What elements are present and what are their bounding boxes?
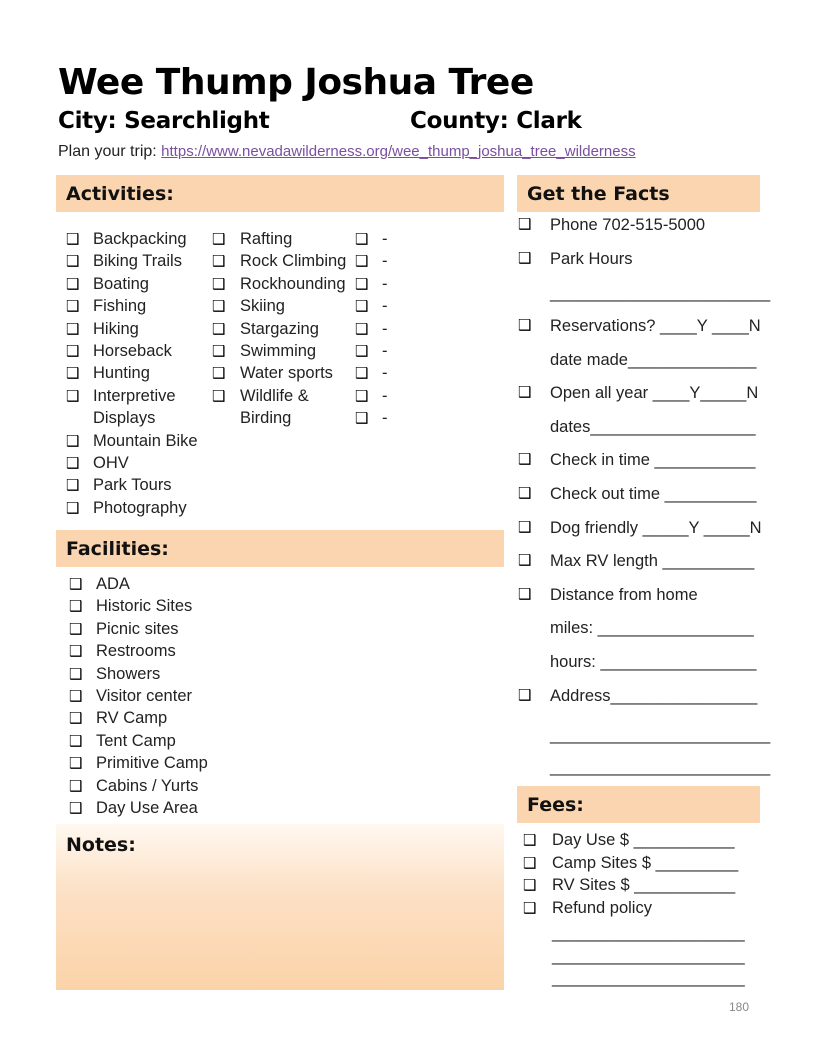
checkbox-icon[interactable]: ❑	[69, 664, 83, 683]
checkbox-icon[interactable]: ❑	[66, 386, 80, 405]
activity-blank-item: -	[382, 230, 388, 248]
checkbox-icon[interactable]: ❑	[69, 575, 83, 593]
facility-item: Showers	[96, 664, 161, 683]
checkbox-icon[interactable]: ❑	[518, 450, 532, 468]
fact-max-rv: Max RV length __________	[550, 552, 755, 570]
notes-header: Notes:	[66, 834, 136, 856]
checkbox-icon[interactable]: ❑	[355, 230, 369, 248]
checkbox-icon[interactable]: ❑	[66, 498, 80, 517]
activity-item: Fishing	[93, 297, 147, 316]
activity-item: Boating	[93, 274, 149, 293]
activity-item: Rock Climbing	[240, 252, 347, 271]
checkbox-icon[interactable]: ❑	[523, 876, 537, 894]
plan-trip-link[interactable]: https://www.nevadawilderness.org/wee_thump_joshua_tree_wilderness	[161, 143, 636, 160]
activity-blank-item: -	[382, 364, 388, 383]
fact-check-out: Check out time __________	[550, 485, 757, 503]
checkbox-icon[interactable]: ❑	[212, 252, 226, 271]
plan-trip-label: Plan your trip:	[58, 143, 157, 160]
checkbox-icon[interactable]: ❑	[518, 215, 532, 233]
facts-header: Get the Facts	[517, 175, 760, 212]
activity-item: Swimming	[240, 342, 317, 360]
checkbox-icon[interactable]: ❑	[518, 383, 532, 401]
checkbox-icon[interactable]: ❑	[355, 386, 369, 405]
checkbox-icon[interactable]: ❑	[523, 831, 537, 849]
fee-rv-sites: RV Sites $ ___________	[552, 876, 736, 894]
facility-item: ADA	[96, 575, 130, 593]
checkbox-icon[interactable]: ❑	[69, 687, 83, 705]
checkbox-icon[interactable]: ❑	[69, 776, 83, 795]
checkbox-icon[interactable]: ❑	[69, 799, 83, 817]
activity-item: Backpacking	[93, 230, 187, 248]
facility-item: Historic Sites	[96, 597, 193, 616]
fact-open-all-year: Open all year ____Y_____N	[550, 384, 759, 402]
fact-dates: dates__________________	[550, 418, 756, 436]
fee-refund-line-2: _____________________	[552, 947, 745, 965]
fact-reservations: Reservations? ____Y ____N	[550, 317, 761, 335]
activity-blank-item: -	[382, 386, 388, 405]
checkbox-icon[interactable]: ❑	[355, 364, 369, 383]
facility-item: Cabins / Yurts	[96, 776, 199, 795]
checkbox-icon[interactable]: ❑	[69, 642, 83, 661]
facility-item: Day Use Area	[96, 799, 198, 817]
checkbox-icon[interactable]: ❑	[69, 731, 83, 750]
checkbox-icon[interactable]: ❑	[212, 319, 226, 338]
checkbox-icon[interactable]: ❑	[523, 899, 537, 917]
activity-blank-item: -	[382, 297, 388, 316]
facility-item: Tent Camp	[96, 731, 176, 750]
checkbox-icon[interactable]: ❑	[66, 274, 80, 293]
checkbox-icon[interactable]: ❑	[355, 297, 369, 316]
activity-blank-item: -	[382, 342, 388, 360]
activity-item: OHV	[93, 454, 129, 472]
checkbox-icon[interactable]: ❑	[212, 386, 226, 405]
fact-distance: Distance from home	[550, 586, 698, 604]
facility-item: Restrooms	[96, 642, 176, 661]
activity-item: Rafting	[240, 230, 293, 248]
checkbox-icon[interactable]: ❑	[212, 364, 226, 383]
checkbox-icon[interactable]: ❑	[69, 619, 83, 638]
fact-hours: hours: _________________	[550, 653, 757, 671]
checkbox-icon[interactable]: ❑	[66, 476, 80, 495]
checkbox-icon[interactable]: ❑	[518, 686, 532, 704]
checkbox-icon[interactable]: ❑	[518, 249, 532, 267]
checkbox-icon[interactable]: ❑	[66, 431, 80, 450]
checkbox-icon[interactable]: ❑	[355, 319, 369, 338]
fact-park-hours: Park Hours	[550, 250, 633, 268]
checkbox-icon[interactable]: ❑	[69, 709, 83, 728]
checkbox-icon[interactable]: ❑	[355, 342, 369, 360]
page-title: Wee Thump Joshua Tree	[58, 62, 534, 103]
fact-dog-friendly: Dog friendly _____Y _____N	[550, 519, 762, 537]
checkbox-icon[interactable]: ❑	[518, 484, 532, 502]
fact-park-hours-line: ________________________	[550, 284, 771, 302]
fact-phone: Phone 702-515-5000	[550, 216, 706, 234]
activity-item: Stargazing	[240, 319, 319, 338]
fee-refund-policy: Refund policy	[552, 899, 652, 917]
activity-item: Interpretive	[93, 386, 176, 405]
checkbox-icon[interactable]: ❑	[66, 454, 80, 472]
fact-address: Address________________	[550, 687, 758, 705]
checkbox-icon[interactable]: ❑	[518, 551, 532, 569]
fact-address-line-1: ________________________	[550, 726, 771, 744]
checkbox-icon[interactable]: ❑	[66, 252, 80, 271]
checkbox-icon[interactable]: ❑	[518, 316, 532, 334]
checkbox-icon[interactable]: ❑	[212, 274, 226, 293]
activity-blank-item: -	[382, 319, 388, 338]
checkbox-icon[interactable]: ❑	[66, 297, 80, 316]
activity-item: Park Tours	[93, 476, 172, 495]
checkbox-icon[interactable]: ❑	[355, 274, 369, 293]
fact-miles: miles: _________________	[550, 619, 754, 637]
fact-check-in: Check in time ___________	[550, 451, 756, 469]
fee-refund-line-1: _____________________	[552, 924, 745, 942]
fact-address-line-2: ________________________	[550, 758, 771, 776]
fee-refund-line-3: _____________________	[552, 969, 745, 987]
checkbox-icon[interactable]: ❑	[355, 409, 369, 428]
activity-item: Hunting	[93, 364, 150, 383]
checkbox-icon[interactable]: ❑	[212, 230, 226, 248]
activity-item: Hiking	[93, 319, 139, 338]
facilities-header: Facilities:	[56, 530, 504, 567]
plan-trip-line	[58, 143, 636, 161]
fee-camp-sites: Camp Sites $ _________	[552, 854, 739, 872]
activity-blank-item: -	[382, 274, 388, 293]
checkbox-icon[interactable]: ❑	[66, 364, 80, 383]
facility-item: Visitor center	[96, 687, 192, 705]
checkbox-icon[interactable]: ❑	[212, 342, 226, 360]
activity-item: Birding	[240, 409, 292, 428]
facility-item: RV Camp	[96, 709, 168, 728]
notes-box[interactable]	[56, 824, 504, 990]
city-label: City: Searchlight	[58, 108, 270, 134]
page-number: 180	[729, 1000, 750, 1014]
fact-date-made: date made______________	[550, 351, 757, 369]
county-label: County: Clark	[410, 108, 582, 134]
checkbox-icon[interactable]: ❑	[69, 597, 83, 616]
fee-day-use: Day Use $ ___________	[552, 831, 735, 849]
checkbox-icon[interactable]: ❑	[355, 252, 369, 271]
activity-item: Mountain Bike	[93, 431, 198, 450]
activity-blank-item: -	[382, 252, 388, 271]
facility-item: Picnic sites	[96, 619, 179, 638]
checkbox-icon[interactable]: ❑	[518, 585, 532, 603]
checkbox-icon[interactable]: ❑	[66, 230, 80, 248]
activity-item: Water sports	[240, 364, 333, 383]
checkbox-icon[interactable]: ❑	[523, 854, 537, 872]
activity-blank-item: -	[382, 409, 388, 428]
checkbox-icon[interactable]: ❑	[66, 342, 80, 360]
checkbox-icon[interactable]: ❑	[212, 297, 226, 316]
activity-item: Rockhounding	[240, 274, 346, 293]
activity-item: Wildlife &	[240, 386, 309, 405]
activity-item: Photography	[93, 498, 187, 517]
checkbox-icon[interactable]: ❑	[69, 754, 83, 773]
activity-item: Biking Trails	[93, 252, 182, 271]
activities-header: Activities:	[56, 175, 504, 212]
activity-item: Horseback	[93, 342, 172, 360]
checkbox-icon[interactable]: ❑	[518, 518, 532, 536]
checkbox-icon[interactable]: ❑	[66, 319, 80, 338]
facility-item: Primitive Camp	[96, 754, 208, 773]
fees-header: Fees:	[517, 786, 760, 823]
activity-item: Skiing	[240, 297, 285, 316]
activity-item: Displays	[93, 409, 156, 428]
